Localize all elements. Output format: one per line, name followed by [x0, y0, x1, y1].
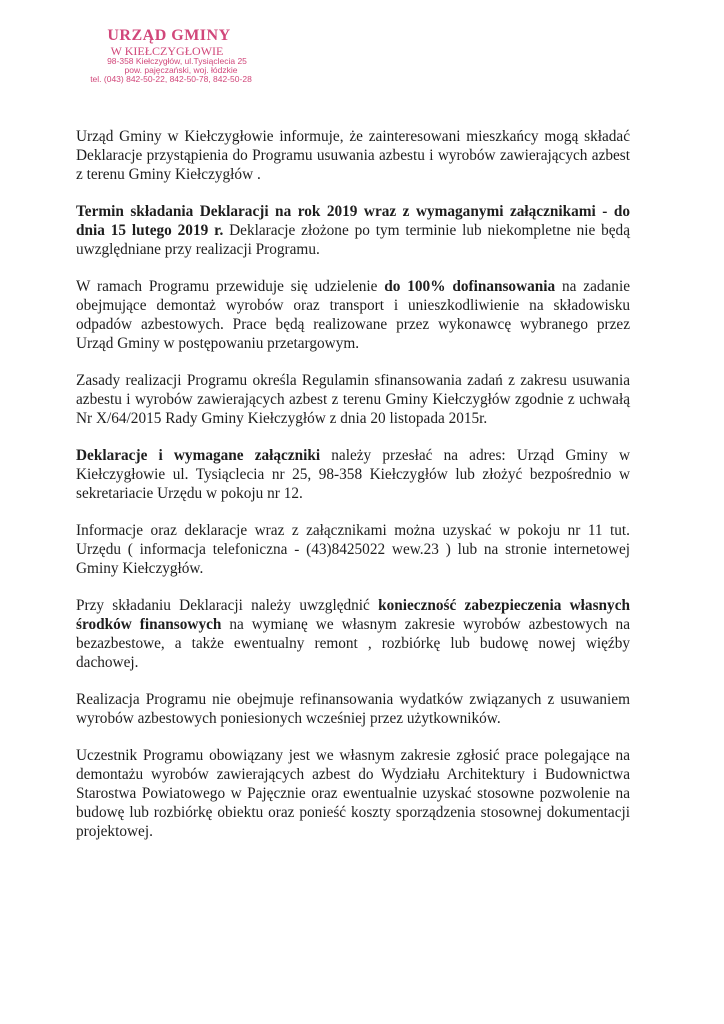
stamp-phone: tel. (043) 842-50-22, 842-50-78, 842-50-28	[90, 74, 252, 85]
office-stamp	[86, 28, 262, 84]
paragraph-deadline: Termin składania Deklaracji na rok 2019 wraz z wymaganymi załącznikami - do dnia 15 lutego 2019 r. Deklaracje złożone po tym terminie lub niekompletne nie będą uwzględniane przy realizacji Programu.	[76, 203, 630, 258]
stamp-region: pow. pajęczański, woj. łódzkie	[124, 65, 238, 76]
deadline-bold: Termin składania Deklaracji na rok 2019 wraz z wymaganymi załącznikami - do dnia 15 lutego 2019 r.	[76, 203, 630, 239]
paragraph-participant: Uczestnik Programu obowiązany jest we własnym zakresie zgłosić prace polegające na demontażu wyrobów zawierających azbest do Wydziału Architektury i Budownictwa Starostwa Powiatowego w Pajęcznie oraz ewentualnie uzyskać stosowne pozwolenie na budowę lub rozbiórkę obiektu oraz ponieść koszty sporządzenia stosownej dokumentacji projektowej.	[76, 747, 630, 840]
stamp-address: 98-358 Kiełczygłów, ul.Tysiąclecia 25	[107, 56, 247, 67]
paragraph-intro: Urząd Gminy w Kiełczygłowie informuje, że zainteresowani mieszkańcy mogą składać Deklaracje przystąpienia do Programu usuwania azbestu i wyrobów zawierających azbest z terenu Gminy Kiełczygłów .	[76, 128, 630, 183]
paragraph-funding: W ramach Programu przewiduje się udzielenie do 100% dofinansowania na zadanie obejmujące demontaż wyrobów oraz transport i unieszkodliwienie na składowisku odpadów azbestowych. Prace będą realizowane przez wykonawcę wybranego przez Urząd Gminy w postępowaniu przetargowym.	[76, 278, 630, 352]
submission-bold: Deklaracje i wymagane załączniki	[76, 447, 321, 464]
stamp-subtitle: W KIEŁCZYGŁOWIE	[110, 43, 224, 58]
paragraph-info: Informacje oraz deklaracje wraz z załącznikami można uzyskać w pokoju nr 11 tut. Urzędu ( informacja telefoniczna - (43)8425022 wew.23 ) lub na stronie internetowej Gminy Kiełczygłów.	[76, 522, 630, 577]
funding-bold: do 100% dofinansowania	[384, 278, 556, 295]
paragraph-refinancing: Realizacja Programu nie obejmuje refinansowania wydatków związanych z usuwaniem wyrobów azbestowych poniesionych wcześniej przez użytkowników.	[76, 691, 630, 727]
paragraph-submission: Deklaracje i wymagane załączniki należy przesłać na adres: Urząd Gminy w Kiełczygłowie ul. Tysiąclecia nr 25, 98-358 Kiełczygłów lub złożyć bezpośrednio w sekretariacie Urzędu w pokoju nr 12.	[76, 447, 630, 502]
paragraph-rules: Zasady realizacji Programu określa Regulamin sfinansowania zadań z zakresu usuwania azbestu i wyrobów zawierających azbest z terenu Gminy Kiełczygłów zgodnie z uchwałą Nr X/64/2015 Rady Gminy Kiełczygłów z dnia 20 listopada 2015r.	[76, 372, 630, 427]
own-funds-bold: konieczność zabezpieczenia własnych środków finansowych	[76, 597, 630, 633]
paragraph-own-funds: Przy składaniu Deklaracji należy uwzględnić konieczność zabezpieczenia własnych środków finansowych na wymianę we własnym zakresie wyrobów azbestowych na bezazbestowe, a także ewentualny remont , rozbiórkę lub budowę nowej więźby dachowej.	[76, 597, 630, 671]
stamp-title: URZĄD GMINY	[107, 27, 231, 44]
announcement-body	[76, 127, 630, 859]
